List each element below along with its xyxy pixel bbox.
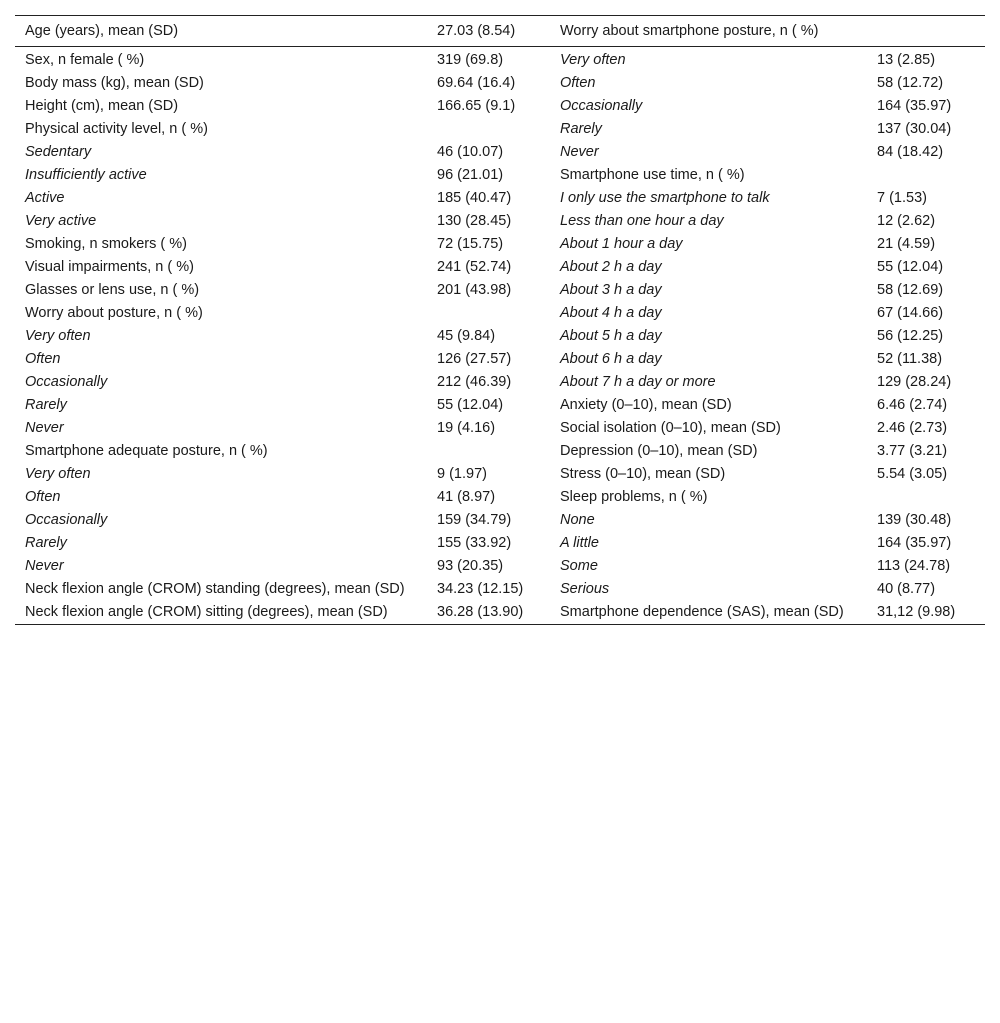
table-row <box>15 325 985 348</box>
table-body <box>15 47 985 625</box>
left-value-cell: 185 (40.47) <box>437 190 512 206</box>
right-value-cell: 52 (11.38) <box>877 351 943 367</box>
right-value-cell: 58 (12.69) <box>877 282 944 298</box>
right-value-cell: 84 (18.42) <box>877 144 944 160</box>
table-row <box>15 509 985 532</box>
left-label-cell: Glasses or lens use, n ( %) <box>25 282 200 298</box>
right-label-cell: Sleep problems, n ( %) <box>560 489 708 505</box>
right-value-cell: 5.54 (3.05) <box>877 466 948 482</box>
table-row <box>15 256 985 279</box>
right-value-cell <box>867 164 985 187</box>
right-label-cell: About 7 h a day or more <box>560 374 716 390</box>
left-value-cell: 159 (34.79) <box>437 512 512 528</box>
right-label-cell: Less than one hour a day <box>560 213 724 229</box>
right-label-cell: A little <box>560 535 599 551</box>
left-value-cell: 45 (9.84) <box>437 328 496 344</box>
table-row <box>15 371 985 394</box>
header-cell-value-2 <box>867 16 985 47</box>
left-value-cell: 126 (27.57) <box>437 351 512 367</box>
table-row <box>15 279 985 302</box>
right-value-cell: 164 (35.97) <box>877 535 952 551</box>
left-value-cell: 319 (69.8) <box>437 52 504 68</box>
left-value-cell: 41 (8.97) <box>437 489 496 505</box>
table-row <box>15 210 985 233</box>
right-value-cell: 129 (28.24) <box>877 374 952 390</box>
right-label-cell: About 4 h a day <box>560 305 662 321</box>
left-label-cell: Occasionally <box>25 374 108 390</box>
right-value-cell: 13 (2.85) <box>877 52 936 68</box>
left-label-cell: Visual impairments, n ( %) <box>25 259 194 275</box>
right-label-cell: About 3 h a day <box>560 282 662 298</box>
right-value-cell: 56 (12.25) <box>877 328 944 344</box>
left-label-cell: Smartphone adequate posture, n ( %) <box>25 443 268 459</box>
descriptive-statistics-table <box>15 15 985 625</box>
right-value-cell: 3.77 (3.21) <box>877 443 948 459</box>
right-value-cell: 139 (30.48) <box>877 512 952 528</box>
header-cell-label-1: Age (years), mean (SD) <box>25 23 179 39</box>
right-label-cell: Never <box>560 144 599 160</box>
table-row <box>15 187 985 210</box>
right-label-cell: Depression (0–10), mean (SD) <box>560 443 758 459</box>
left-label-cell: Very often <box>25 328 91 344</box>
left-value-cell: 166.65 (9.1) <box>437 98 516 114</box>
right-value-cell: 164 (35.97) <box>877 98 952 114</box>
table-row <box>15 578 985 601</box>
left-value-cell: 241 (52.74) <box>437 259 512 275</box>
table-row <box>15 348 985 371</box>
left-value-cell <box>427 440 550 463</box>
left-value-cell: 201 (43.98) <box>437 282 512 298</box>
table-row <box>15 302 985 325</box>
right-label-cell: None <box>560 512 595 528</box>
left-value-cell <box>427 118 550 141</box>
left-label-cell: Often <box>25 351 61 367</box>
table-header-row <box>15 16 985 47</box>
right-label-cell: Occasionally <box>560 98 643 114</box>
left-label-cell: Body mass (kg), mean (SD) <box>25 75 204 91</box>
right-label-cell: About 5 h a day <box>560 328 662 344</box>
right-value-cell: 21 (4.59) <box>877 236 936 252</box>
table-row <box>15 601 985 625</box>
left-value-cell: 212 (46.39) <box>437 374 512 390</box>
table-row <box>15 47 985 73</box>
left-label-cell: Neck flexion angle (CROM) standing (degrees), mean (SD) <box>25 581 405 597</box>
right-label-cell: Smartphone use time, n ( %) <box>560 167 745 183</box>
left-label-cell: Rarely <box>25 535 67 551</box>
table-row <box>15 72 985 95</box>
left-value-cell: 155 (33.92) <box>437 535 512 551</box>
left-label-cell: Very active <box>25 213 97 229</box>
table-row <box>15 486 985 509</box>
left-label-cell: Sex, n female ( %) <box>25 52 145 68</box>
right-label-cell: Rarely <box>560 121 602 137</box>
right-label-cell: About 1 hour a day <box>560 236 683 252</box>
right-label-cell: Social isolation (0–10), mean (SD) <box>560 420 781 436</box>
right-label-cell: Anxiety (0–10), mean (SD) <box>560 397 732 413</box>
table-row <box>15 164 985 187</box>
right-value-cell: 67 (14.66) <box>877 305 944 321</box>
left-value-cell: 36.28 (13.90) <box>437 604 524 620</box>
right-value-cell: 7 (1.53) <box>877 190 927 206</box>
table-row <box>15 463 985 486</box>
left-label-cell: Sedentary <box>25 144 92 160</box>
right-label-cell: Serious <box>560 581 610 597</box>
left-label-cell: Active <box>25 190 65 206</box>
table-row <box>15 555 985 578</box>
table-row <box>15 532 985 555</box>
left-value-cell: 93 (20.35) <box>437 558 504 574</box>
table-row <box>15 95 985 118</box>
table-row <box>15 394 985 417</box>
left-value-cell: 34.23 (12.15) <box>437 581 524 597</box>
left-label-cell: Neck flexion angle (CROM) sitting (degrees), mean (SD) <box>25 604 388 620</box>
right-value-cell: 40 (8.77) <box>877 581 936 597</box>
right-value-cell: 2.46 (2.73) <box>877 420 948 436</box>
right-value-cell: 58 (12.72) <box>877 75 944 91</box>
left-label-cell: Often <box>25 489 61 505</box>
right-value-cell: 55 (12.04) <box>877 259 944 275</box>
left-value-cell: 96 (21.01) <box>437 167 504 183</box>
right-label-cell: About 6 h a day <box>560 351 662 367</box>
left-label-cell: Rarely <box>25 397 67 413</box>
right-value-cell <box>867 486 985 509</box>
left-value-cell: 69.64 (16.4) <box>437 75 516 91</box>
left-label-cell: Smoking, n smokers ( %) <box>25 236 187 252</box>
left-value-cell: 46 (10.07) <box>437 144 504 160</box>
right-label-cell: Smartphone dependence (SAS), mean (SD) <box>560 604 844 620</box>
right-label-cell: Very often <box>560 52 626 68</box>
right-label-cell: Some <box>560 558 598 574</box>
left-label-cell: Insufficiently active <box>25 167 147 183</box>
table-row <box>15 417 985 440</box>
right-value-cell: 113 (24.78) <box>877 558 951 574</box>
left-label-cell: Worry about posture, n ( %) <box>25 305 203 321</box>
table-row <box>15 118 985 141</box>
left-value-cell: 72 (15.75) <box>437 236 504 252</box>
right-label-cell: Stress (0–10), mean (SD) <box>560 466 726 482</box>
table-row <box>15 141 985 164</box>
left-value-cell: 130 (28.45) <box>437 213 512 229</box>
left-value-cell: 19 (4.16) <box>437 420 496 436</box>
table-row <box>15 233 985 256</box>
table-row <box>15 440 985 463</box>
right-value-cell: 31,12 (9.98) <box>877 604 956 620</box>
left-value-cell: 9 (1.97) <box>437 466 487 482</box>
left-label-cell: Occasionally <box>25 512 108 528</box>
left-label-cell: Very often <box>25 466 91 482</box>
right-label-cell: I only use the smartphone to talk <box>560 190 770 206</box>
right-value-cell: 6.46 (2.74) <box>877 397 948 413</box>
left-value-cell: 55 (12.04) <box>437 397 504 413</box>
left-label-cell: Never <box>25 558 64 574</box>
left-label-cell: Physical activity level, n ( %) <box>25 121 208 137</box>
header-cell-value-1: 27.03 (8.54) <box>437 23 516 39</box>
left-label-cell: Never <box>25 420 64 436</box>
right-value-cell: 12 (2.62) <box>877 213 936 229</box>
right-label-cell: About 2 h a day <box>560 259 662 275</box>
left-label-cell: Height (cm), mean (SD) <box>25 98 179 114</box>
right-label-cell: Often <box>560 75 596 91</box>
header-cell-label-2: Worry about smartphone posture, n ( %) <box>560 23 819 39</box>
right-value-cell: 137 (30.04) <box>877 121 952 137</box>
left-value-cell <box>427 302 550 325</box>
